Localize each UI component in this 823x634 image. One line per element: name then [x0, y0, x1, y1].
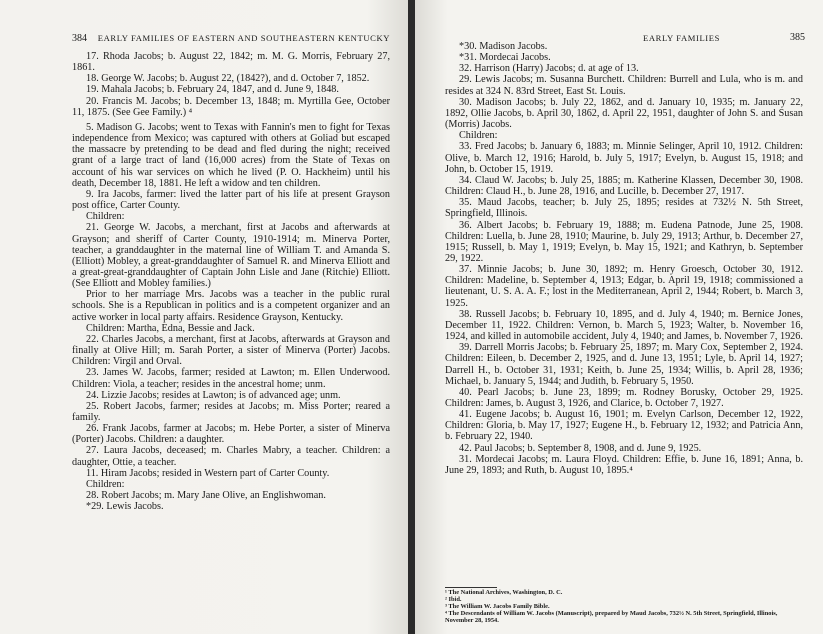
book-gutter — [408, 0, 415, 634]
paragraph: *29. Lewis Jacobs. — [86, 501, 164, 513]
paragraph: 33. Fred Jacobs; b. January 6, 1883; m. Minnie Selinger, April 10, 1912. Children: Olive, b. March 12, 1916; Harold, b. July 5, 1917; Evelyn, b. August 15, 1918; and John, b. October 15, 1919. — [445, 141, 803, 175]
paragraph: *30. Madison Jacobs. — [459, 41, 548, 52]
paragraph: 29. Lewis Jacobs; m. Susanna Burchett. Children: Burrell and Lula, who is m. and resides at 324 N. 83rd Street, East St. Louis. — [445, 74, 803, 97]
left-running-head — [72, 33, 390, 44]
paragraph: 27. Laura Jacobs, deceased; m. Charles Mabry, a teacher. Children: a daughter, Ottie, a teacher. — [72, 445, 390, 468]
paragraph: Children: — [86, 478, 125, 490]
paragraph: 25. Robert Jacobs, farmer; resides at Jacobs; m. Miss Porter; reared a family. — [72, 400, 390, 423]
right-running-head-title: EARLY FAMILIES — [643, 33, 721, 43]
paragraph: 23. James W. Jacobs, farmer; resided at Lawton; m. Ellen Underwood. Children: Viola, a teacher; resides in the ancestral home; unm. — [72, 367, 390, 390]
paragraph: 22. Charles Jacobs, a merchant, first at Jacobs, afterwards at Grayson and finally at Olive Hill; m. Sarah Porter, a sister of Minerva (Porter) Jacobs. Children: Virgil and Orval. — [72, 333, 390, 368]
paragraph: 40. Pearl Jacobs; b. June 23, 1899; m. Rodney Borusky, October 29, 1925. Children: James, b. August 3, 1926, and Clarice, b. October 7, 1927. — [445, 386, 803, 409]
left-running-head-title: EARLY FAMILIES OF EASTERN AND SOUTHEASTERN KENTUCKY — [97, 33, 391, 43]
paragraph: 37. Minnie Jacobs; b. June 30, 1892; m. Henry Groesch, October 30, 1912. Children: Madeline, b. September 4, 1913; Edgar, b. April 19, 1918; commissioned a lieutenant, U. S. A. A. F.; lost in the Mediterranean, April 2, 1944; Robert, b. March 3, 1925. — [445, 264, 803, 309]
footnote: ⁴ The Descendants of William W. Jacobs (Manuscript), prepared by Maud Jacobs, 732½ N. 5th Street, Springfield, Illinois, November 28, 1954. — [445, 610, 778, 624]
left-page-number: 384 — [72, 33, 87, 44]
paragraph: 21. George W. Jacobs, a merchant, first at Jacobs and afterwards at Grayson; and sheriff of Carter County, 1910-1914; m. Minerva Porter, teacher, a granddaughter in the maternal line of William T. and Amanda S. (Elliott) Mobley, a great-granddaughter of Samuel R. and Minerva Elliott and a great-great-granddaughter of Captain John Lisle and Jane (Ritchie) Elliott. (See Elliott and Mobley families.) — [72, 222, 390, 290]
right-page-number: 385 — [790, 32, 805, 43]
paragraph: 31. Mordecai Jacobs; m. Laura Floyd. Children: Effie, b. June 16, 1891; Anna, b. June 29, 1893; and Ruth, b. August 10, 1895.⁴ — [445, 453, 803, 476]
paragraph: 17. Rhoda Jacobs; b. August 22, 1842; m. M. G. Morris, February 27, 1861. — [72, 51, 390, 74]
right-page — [415, 0, 823, 634]
footnote: ¹ The National Archives, Washington, D. C. — [445, 589, 563, 596]
footnote-rule — [445, 587, 497, 588]
footnote: ² Ibid. — [445, 596, 462, 603]
paragraph: Prior to her marriage Mrs. Jacobs was a teacher in the public rural schools. She is a Republican in politics and is a competent organizer and an active worker in local party affairs. Residence Grayson, Kentucky. — [72, 289, 390, 323]
paragraph: 39. Darrell Morris Jacobs; b. February 25, 1897; m. Mary Cox, September 2, 1924. Children: Eileen, b. December 2, 1925, and d. June 13, 1951; Lyle, b. April 14, 1927; Darrell H., b. October 31, 1931; Keith, b. June 25, 1934; Willis, b. April 28, 1936; Michael, b. January 5, 1944; and Judith, b. February 5, 1950. — [445, 342, 803, 387]
footnote: ³ The William W. Jacobs Family Bible. — [445, 603, 550, 610]
paragraph: Children: — [459, 130, 498, 142]
paragraph: Children: — [86, 211, 125, 223]
paragraph: Children: Martha, Edna, Bessie and Jack. — [86, 322, 255, 334]
paragraph: 34. Claud W. Jacobs; b. July 25, 1885; m. Katherine Klassen, December 30, 1908. Children: Claud H., b. June 28, 1916, and Lucille, b. December 27, 1917. — [445, 174, 803, 198]
paragraph: 35. Maud Jacobs, teacher; b. July 25, 1895; resides at 732½ N. 5th Street, Springfield, Illinois. — [445, 197, 803, 220]
paragraph: 36. Albert Jacobs; b. February 19, 1888; m. Eudena Patnode, June 25, 1908. Children: Luella, b. June 28, 1910; Maurine, b. July 29, 1913; Arthur, b. December 27, 1915; Russell, b. May 1, 1919; Evelyn, b. May 15, 1921; and Kathryn, b. September 29, 1922. — [445, 219, 803, 264]
left-page — [0, 0, 408, 634]
paragraph: 30. Madison Jacobs; b. July 22, 1862, and d. January 10, 1935; m. January 22, 1892, Ollie Jacobs, b. April 30, 1862, d. April 22, 1951, daughter of John S. and Susan (Morris) Jacobs. — [445, 96, 803, 131]
paragraph: 32. Harrison (Harry) Jacobs; d. at age of 13. — [459, 63, 639, 75]
paragraph: 42. Paul Jacobs; b. September 8, 1908, and d. June 9, 1925. — [459, 442, 702, 454]
paragraph: 18. George W. Jacobs; b. August 22, (1842?), and d. October 7, 1852. — [86, 73, 370, 85]
left-page-body — [72, 51, 390, 512]
paragraph: 26. Frank Jacobs, farmer at Jacobs; m. Hebe Porter, a sister of Minerva (Porter) Jacobs. Children: a daughter. — [72, 423, 390, 446]
paragraph: 19. Mahala Jacobs; b. February 24, 1847, and d. June 9, 1848. — [86, 84, 339, 96]
paragraph: 20. Francis M. Jacobs; b. December 13, 1848; m. Myrtilla Gee, October 11, 1875. (See Gee Family.) ⁴ — [72, 95, 390, 118]
paragraph: 24. Lizzie Jacobs; resides at Lawton; is of advanced age; unm. — [86, 389, 341, 401]
paragraph: 11. Hiram Jacobs; resided in Western part of Carter County. — [86, 467, 330, 479]
paragraph: 41. Eugene Jacobs; b. August 16, 1901; m. Evelyn Carlson, December 12, 1922, Children: Gloria, b. May 17, 1927; Eugene H., b. February 12, 1932; and Patricia Ann, b. February 22, 1940. — [445, 409, 803, 443]
paragraph: 28. Robert Jacobs; m. Mary Jane Olive, an Englishwoman. — [86, 490, 326, 502]
paragraph: 5. Madison G. Jacobs; went to Texas with Fannin's men to fight for Texas independence from Mexico; was captured with others at Goliad but escaped the massacre by pretending to be dead and fled during the night; received grant of a large tract of land (16,000 acres) from the State of Texas on account of his war services on which he lived (P. O. Hackheim) until his death, December 18, 1881. He left a widow and ten children. — [72, 121, 390, 189]
paragraph: *31. Mordecai Jacobs. — [459, 52, 551, 64]
right-page-body — [445, 41, 803, 476]
paragraph: 38. Russell Jacobs; b. February 10, 1895, and d. July 4, 1940; m. Bernice Jones, December 11, 1922. Children: Vernon, b. March 5, 1923; Walter, b. November 16, 1924, and killed in automobile accident, July 4, 1940; and James, b. November 7, 1926. — [445, 308, 803, 343]
footnotes — [445, 587, 803, 624]
paragraph: 9. Ira Jacobs, farmer: lived the latter part of his life at present Grayson post office, Carter County. — [72, 188, 390, 212]
